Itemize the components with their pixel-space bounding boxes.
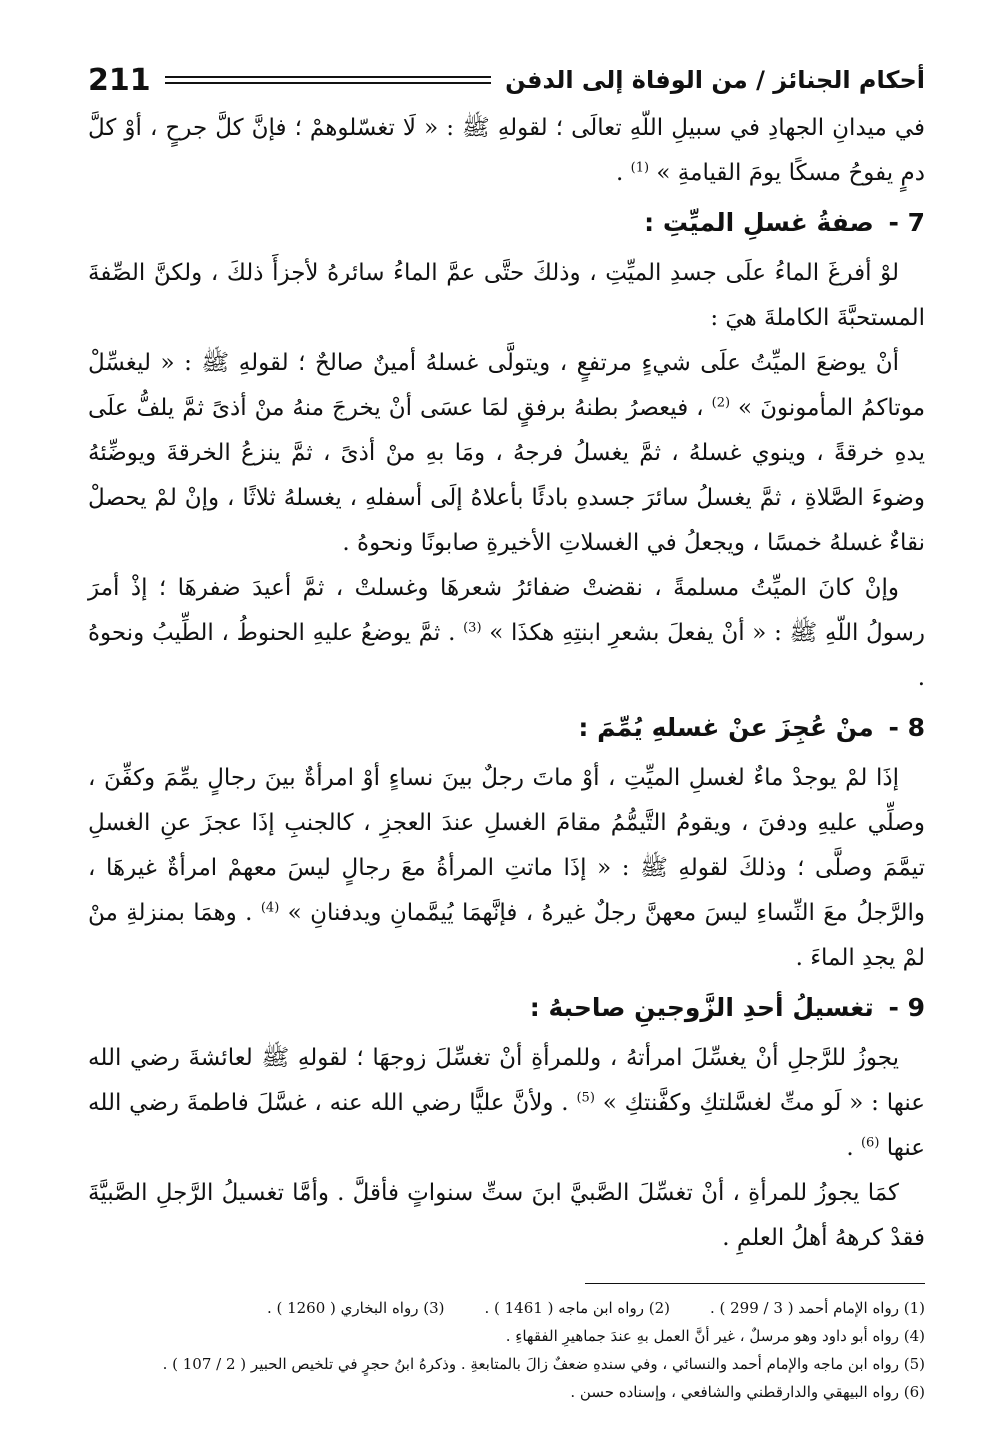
paragraph-5 (88, 756, 925, 981)
footnote-row-1 (88, 1294, 925, 1322)
section-7-colon: : (644, 208, 655, 237)
section-7-number: 7 - (888, 208, 925, 237)
paragraph-4-text-b: . ثمَّ يوضعُ عليهِ الحنوطُ ، الطِّيبُ ونحوهُ . (88, 620, 925, 691)
section-8-title: منْ عُجِزَ عنْ غسلهِ يُمِّمَ (597, 713, 874, 742)
section-8-number: 8 - (888, 713, 925, 742)
page-number: 211 (88, 62, 151, 98)
footnote-ref-1: (1) (630, 160, 650, 176)
header-rule (165, 76, 492, 84)
section-7-heading (88, 200, 925, 245)
paragraph-6-text-a: يجوزُ للرَّجلِ أنْ يغسِّلَ امرأتهُ ، وللمرأةِ أنْ تغسِّلَ زوجهَا ؛ لقولهِ ﷺ لعائشةَ رضي الله عنها : « لَو متِّ لغسَّلتكِ وكفَّنتكِ » (88, 1045, 926, 1116)
section-8-heading (88, 705, 925, 750)
footnotes (88, 1294, 925, 1406)
paragraph-3 (88, 341, 925, 566)
footnote-5: (5) رواه ابن ماجه والإمام أحمد والنسائي ، وفي سندهِ ضعفٌ زالَ بالمتابعةِ . وذكرهُ ابنُ حجرٍ في تلخيص الحبير ( 2 / 107 ) . (162, 1355, 925, 1373)
paragraph-6-text-b: . ولأنَّ عليًّا رضي الله عنه ، غسَّلَ فاطمةَ رضي الله عنها (88, 1090, 925, 1161)
paragraph-3-text-a: أنْ يوضعَ الميِّتُ علَى شيءٍ مرتفعٍ ، ويتولَّى غسلهُ أمينٌ صالحٌ ؛ لقولهِ ﷺ : « ليغسِّلْ موتاكمُ المأمونونَ » (88, 350, 926, 421)
paragraph-6 (88, 1036, 925, 1171)
paragraph-4-text-a: وإنْ كانَ الميِّتُ مسلمةً ، نقضتْ ضفائرُ شعرهَا وغسلتْ ، ثمَّ أعيدَ ضفرهَا ؛ إذْ أمرَ رسولُ اللّهِ ﷺ : « أنْ يفعلَ بشعرِ ابنتِهِ هكذَا » (88, 575, 926, 646)
section-9-heading (88, 985, 925, 1030)
section-9-number: 9 - (888, 993, 925, 1022)
paragraph-1-end: . (616, 160, 624, 186)
footnote-ref-3: (3) (463, 620, 482, 636)
paragraph-1 (88, 106, 925, 196)
running-title: أحكام الجنائز / من الوفاة إلى الدفن (505, 66, 925, 94)
paragraph-1-text: في ميدانِ الجهادِ في سبيلِ اللّهِ تعالَى ؛ لقولهِ ﷺ : « لَا تغسّلوهمْ ؛ فإنَّ كلَّ جرحٍ ، أوْ كلَّ دمٍ يفوحُ مسكًا يومَ القيامةِ » (88, 115, 925, 186)
footnote-4: (4) رواه أبو داود وهو مرسلٌ ، غير أنَّ العمل بهِ عندَ جماهيرِ الفقهاءِ . (505, 1327, 925, 1345)
section-7-title: صفةُ غسلِ الميِّتِ (662, 208, 874, 237)
paragraph-2: لوْ أفرغَ الماءُ علَى جسدِ الميِّتِ ، وذلكَ حتَّى عمَّ الماءُ سائرهُ لأجزأَ ذلكَ ، ولكنَّ الصِّفةَ المستحبَّةَ الكاملةَ هيَ : (88, 260, 925, 331)
footnote-divider (585, 1283, 925, 1284)
footnote-ref-2: (2) (711, 395, 731, 411)
body-text (88, 106, 925, 1261)
section-9-title: تغسيلُ أحدِ الزَّوجينِ صاحبهُ (548, 993, 874, 1022)
section-8-colon: : (578, 713, 589, 742)
running-header (88, 60, 925, 100)
paragraph-5-text-a: إذَا لمْ يوجدْ ماءٌ لغسلِ الميِّتِ ، أوْ ماتَ رجلٌ بينَ نساءٍ أوْ امرأةٌ بينَ رجالٍ يمِّمَ وكفِّنَ ، وصلِّي عليهِ ودفنَ ، ويقومُ التَّيمُّمُ مقامَ الغسلِ عندَ العجزِ ، كالجنبِ إذَا عجزَ عنِ الغسلِ تيمَّمَ وصلَّى ؛ وذلكَ لقولهِ ﷺ : « إذَا ماتتِ المرأةُ معَ رجالٍ ليسَ معهمْ امرأةٌ غيرهَا ، والرَّجلُ معَ النِّساءِ ليسَ معهنَّ رجلٌ غيرهُ ، فإنَّهمَا يُيمَّمانِ ويدفنانِ » (88, 765, 926, 926)
footnote-ref-4: (4) (260, 900, 280, 916)
footnote-2: (2) رواه ابن ماجه ( 1461 ) . (484, 1299, 670, 1317)
footnote-6: (6) رواه البيهقي والدارقطني والشافعي ، وإسناده حسن . (570, 1383, 925, 1401)
paragraph-3-text-b: ، فيعصرُ بطنهُ برفقٍ لمَا عسَى أنْ يخرجَ منهُ منْ أذىً ثمَّ يلفُّ علَى يدهِ خرقةً ، وينوي غسلهُ ، ثمَّ يغسلُ فرجهُ ، ومَا بهِ منْ أذىً ، ثمَّ ينزعُ الخرقةَ ويوضِّئهُ وضوءَ الصَّلاةِ ، ثمَّ يغسلُ سائرَ جسدهِ بادئًا بأعلاهُ إلَى أسفلهِ ، يغسلهُ ثلاثًا ، وإنْ لمْ يحصلْ نقاءٌ غسلهُ خمسًا ، ويجعلُ في الغسلاتِ الأخيرةِ صابونًا ونحوهُ . (88, 395, 925, 556)
paragraph-7: كمَا يجوزُ للمرأةِ ، أنْ تغسِّلَ الصَّبيَّ ابنَ ستِّ سنواتٍ فأقلَّ . وأمَّا تغسيلُ الرَّجلِ الصَّبيَّةَ فقدْ كرههُ أهلُ العلمِ . (88, 1180, 925, 1251)
paragraph-5-text-b: . وهمَا بمنزلةِ منْ لمْ يجدِ الماءَ . (88, 900, 925, 971)
footnote-3: (3) رواه البخاري ( 1260 ) . (266, 1299, 445, 1317)
section-9-colon: : (529, 993, 540, 1022)
paragraph-6-text-c: . (846, 1135, 854, 1161)
footnote-ref-5: (5) (576, 1090, 595, 1106)
footnote-1: (1) رواه الإمام أحمد ( 3 / 299 ) . (709, 1299, 925, 1317)
footnote-ref-6: (6) (860, 1135, 880, 1151)
paragraph-4 (88, 566, 925, 701)
